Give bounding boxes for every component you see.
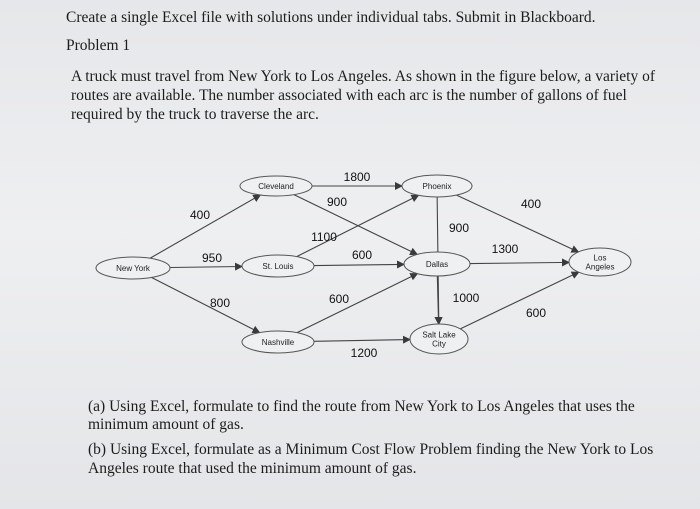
intro-line-3: required by the truck to traverse the arc. — [71, 106, 319, 123]
intro-line-1: A truck must travel from New York to Los Angeles. As shown in the figure below, a variety of — [71, 68, 656, 85]
arc-ny-nash — [152, 278, 260, 333]
node-dal — [404, 252, 470, 276]
node-la — [569, 248, 631, 276]
arc-label-dal-slc: 1000 — [452, 291, 480, 305]
node-label-dal: Dallas — [425, 260, 449, 269]
arc-label-phx-slc: 900 — [448, 221, 470, 235]
arc-nash-slc — [314, 340, 410, 342]
assignment-header: Create a single Excel file with solutions under individual tabs. Submit in Blackboard. — [66, 9, 596, 26]
arc-label-cle-dal: 900 — [326, 195, 348, 209]
node-stl — [242, 255, 314, 277]
node-label-cle: Cleveland — [258, 182, 294, 191]
arc-label-cle-phx: 1800 — [343, 170, 371, 184]
node-label-slc: City — [432, 339, 446, 349]
node-label-ny: New York — [116, 264, 150, 273]
node-label-phx: Phoenix — [422, 182, 452, 191]
node-label-stl: St. Louis — [262, 262, 294, 271]
question-b-line-1: (b) Using Excel, formulate as a Minimum Cost Flow Problem finding the New York to Los — [88, 441, 654, 458]
arc-label-nash-slc: 1200 — [350, 346, 378, 360]
node-label-slc: Salt Lake — [422, 330, 456, 340]
node-nash — [242, 331, 314, 353]
arc-ny-cle — [150, 195, 260, 258]
node-cle — [240, 176, 312, 196]
node-ny — [96, 257, 170, 279]
arc-label-nash-dal: 600 — [328, 292, 350, 306]
arc-label-phx-la: 400 — [520, 197, 542, 211]
arc-label-stl-dal: 600 — [351, 248, 373, 262]
arc-stl-dal — [314, 264, 404, 265]
node-slc — [410, 324, 468, 354]
question-a-line-2: minimum amount of gas. — [88, 416, 244, 433]
arc-label-stl-phx: 1100 — [311, 230, 337, 244]
question-a-line-1: (a) Using Excel, formulate to find the route from New York to Los Angeles that uses the — [88, 398, 635, 415]
arc-ny-stl — [170, 266, 242, 267]
node-label-la: Angeles — [585, 262, 615, 272]
arc-nash-dal — [297, 274, 417, 333]
node-phx — [402, 175, 472, 197]
arc-dal-la — [470, 262, 569, 263]
problem-title: Problem 1 — [66, 37, 131, 54]
arc-label-ny-stl: 950 — [201, 251, 223, 265]
node-label-nash: Nashville — [261, 338, 295, 347]
node-label-la: Los — [593, 253, 607, 263]
question-b-line-2: Angeles route that used the minimum amount of gas. — [88, 460, 417, 477]
arc-label-ny-nash: 800 — [209, 296, 231, 310]
arc-label-dal-la: 1300 — [491, 242, 519, 256]
arc-label-ny-cle: 400 — [189, 208, 211, 222]
arc-cle-dal — [294, 195, 417, 255]
intro-line-2: routes are available. The number associated with each arc is the number of gallons of fuel — [71, 87, 627, 104]
arc-label-slc-la: 600 — [525, 306, 547, 320]
